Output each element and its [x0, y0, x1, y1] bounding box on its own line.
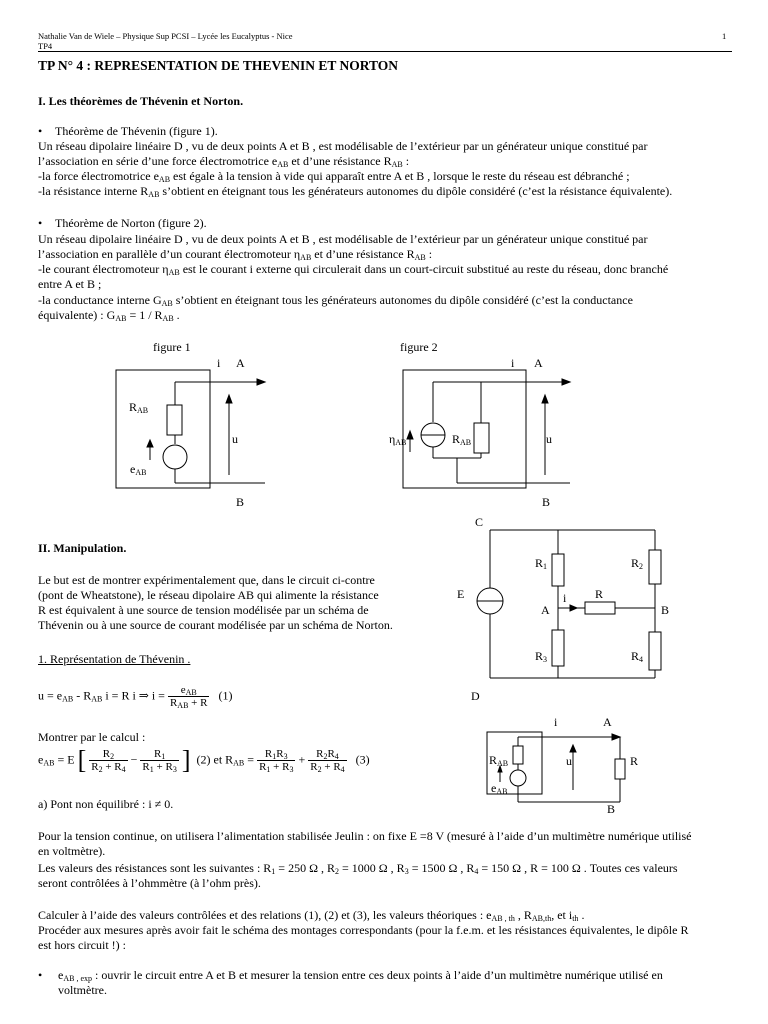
equations-2-3: $e_{AB} = E$ [ $\frac{R_2}{R_2 + R_4}$ − $\frac{R_1}{R_1 + R_3}$ ] (2) et $R_{AB}$ = $\frac{R_1R_3}{R_1 + R_3}$ + $\frac{R_2R_4}{R_2 + R_4}$ (3) [38, 745, 370, 775]
thevenin-line2: l’association en série d’une force électromotrice $e_{AB}$ et d’une résistance $R_{AB}$ : [38, 154, 410, 169]
bridge-r4-label: R4 [631, 649, 644, 664]
thevenin-line3: -la force électromotrice $e_{AB}$ est égale à la tension à vide qui apparaît entre A et B , lorsque le reste du réseau est débranché ; [38, 169, 630, 184]
norton-bullet: Théorème de Norton (figure 2). [55, 216, 207, 230]
equiv-eab-label: eAB [491, 781, 508, 796]
para4-line1: Procéder aux mesures après avoir fait le schéma des montages correspondants (pour la f.e.m. et les résistances équivalentes, le dipôle R [38, 923, 689, 937]
header-rule [38, 51, 732, 52]
bullet-dot: • [38, 124, 43, 138]
bridge-r1-label: R1 [535, 556, 548, 571]
section2-intro-4: Thévenin ou à une source de courant modélisée par un schéma de Norton. [38, 618, 393, 632]
wheatstone-bridge-diagram [440, 520, 740, 820]
section1-heading: I. Les théorèmes de Thévenin et Norton. [38, 94, 244, 108]
equiv-b-label: B [607, 802, 616, 816]
bridge-r2-label: R2 [631, 556, 644, 571]
norton-line3c: entre A et B ; [38, 277, 102, 291]
bullet-dot: • [38, 216, 43, 230]
section2-heading: II. Manipulation. [38, 541, 127, 555]
bridge-r [585, 602, 615, 614]
bullet-dot: • [38, 968, 43, 982]
fig2-rab-label: RAB [452, 432, 472, 447]
section2-intro-3: R est équivalent à une source de tension modélisée par un schéma de [38, 603, 369, 617]
norton-line1: Un réseau dipolaire linéaire D , vu de deux points A et B , est modélisable de l’extérieur par un générateur unique constitué par [38, 232, 648, 246]
show-calc: Montrer par le calcul : [38, 730, 146, 744]
section2-intro-2: (pont de Wheatstone), le réseau dipolaire AB qui alimente la résistance [38, 588, 379, 602]
bridge-i-label: i [563, 591, 567, 605]
subsection-thevenin: 1. Représentation de Thévenin . [38, 652, 191, 666]
para1-line1: Pour la tension continue, on utilisera l’alimentation stabilisée Jeulin : on fixe E =8 V (mesuré à l’aide d’un multimètre numérique utilisé [38, 829, 692, 843]
header-tp-code: TP4 [38, 41, 53, 51]
equiv-load [615, 759, 625, 779]
equiv-u-label: u [566, 754, 572, 768]
equiv-resistor [513, 746, 523, 764]
fig2-a-label: A [534, 356, 543, 370]
para3: Calculer à l’aide des valeurs contrôlées et des relations (1), (2) et (3), les valeurs théoriques : $e_{AB , th}$ , $R_{AB,th}$, et $i_{th}$ . [38, 908, 585, 923]
case-a: a) Pont non équilibré : i ≠ 0. [38, 797, 174, 811]
para1-line2: en voltmètre). [38, 844, 106, 858]
bridge-r1 [552, 554, 564, 586]
bridge-b-label: B [661, 603, 670, 617]
fig2-box [403, 370, 526, 488]
norton-line3: -le courant électromoteur $\eta_{AB}$ est le courant i externe qui circulerait dans un court-circuit substitué au reste du réseau, donc branché [38, 262, 669, 277]
fig2-resistor [474, 423, 489, 453]
para2-line1: Les valeurs des résistances sont les suivantes : $R_1 = 250$ Ω , $R_2 = 1000$ Ω , $R_3 = 1500$ Ω , $R_4 = 150$ Ω , R = 100 Ω . Toutes ces valeurs [38, 861, 678, 876]
fig2-i-label: i [511, 356, 515, 370]
section2-intro-1: Le but est de montrer expérimentalement que, dans le circuit ci-contre [38, 573, 375, 587]
equiv-source [510, 770, 526, 786]
figures-thevenin-norton [0, 335, 768, 535]
equiv-r-label: R [630, 754, 639, 768]
thevenin-line4: -la résistance interne $R_{AB}$ s’obtient en éteignant tous les générateurs autonomes du dipôle considéré (c’est la résistance équivalente). [38, 184, 673, 199]
fig1-source [163, 445, 187, 469]
page-number: 1 [722, 31, 727, 41]
header-author: Nathalie Van de Wiele – Physique Sup PCSI – Lycée les Eucalyptus - Nice [38, 31, 293, 41]
thevenin-bullet: Théorème de Thévenin (figure 1). [55, 124, 218, 138]
wheatstone-c-label: C [475, 515, 484, 529]
fig1-eab-label: eAB [130, 462, 147, 477]
thevenin-line1: Un réseau dipolaire linéaire D , vu de deux points A et B , est modélisable de l’extérieur par un générateur unique constitué par [38, 139, 648, 153]
bridge-r4 [649, 632, 661, 670]
bullet-measure-line2: voltmètre. [58, 983, 107, 997]
equiv-rab-label: RAB [489, 753, 509, 768]
fig2-eta-label: ηAB [389, 432, 407, 447]
fig2-label: figure 2 [400, 340, 438, 354]
norton-line2: l’association en parallèle d’un courant électromoteur $\eta_{AB}$ et d’une résistance $R_{AB}$ : [38, 247, 433, 262]
fig1-b-label: B [236, 495, 245, 509]
bridge-r3 [552, 630, 564, 666]
para4-line2: est hors circuit !) : [38, 938, 126, 952]
bridge-a-label: A [541, 603, 550, 617]
fig1-label: figure 1 [153, 340, 191, 354]
norton-line4: -la conductance interne $G_{AB}$ s’obtient en éteignant tous les générateurs autonomes du dipôle considéré (c’est la conductance [38, 293, 633, 308]
fig1-a-label: A [236, 356, 245, 370]
fig2-u-label: u [546, 432, 552, 446]
bridge-r-label: R [595, 587, 604, 601]
equiv-i-label: i [554, 715, 558, 729]
fig1-resistor [167, 405, 182, 435]
fig2-b-label: B [542, 495, 551, 509]
para2-line2: seront contrôlées à l’ohmmètre (à l’ohm près). [38, 876, 261, 890]
equiv-a-label: A [603, 715, 612, 729]
page-title: TP N° 4 : REPRESENTATION DE THEVENIN ET NORTON [38, 58, 398, 73]
bridge-r3-label: R3 [535, 649, 548, 664]
bridge-d-label: D [471, 689, 480, 703]
bullet-measure-line1: $e_{AB , exp}$ : ouvrir le circuit entre A et B et mesurer la tension entre ces deux points à l’aide d’un multimètre numérique utilisé en [58, 968, 663, 983]
fig1-rab-label: RAB [129, 400, 149, 415]
equation-1: $u = e_{AB} - R_{AB}$ i = R i ⇒ i = $\frac{e_{AB}}{R_{AB} + R}$ (1) [38, 684, 233, 710]
bridge-r2 [649, 550, 661, 584]
fig1-i-label: i [217, 356, 221, 370]
fig1-u-label: u [232, 432, 238, 446]
bridge-e-label: E [457, 587, 465, 601]
norton-line4c: équivalente) : $G_{AB} = 1 / R_{AB}$ . [38, 308, 180, 323]
